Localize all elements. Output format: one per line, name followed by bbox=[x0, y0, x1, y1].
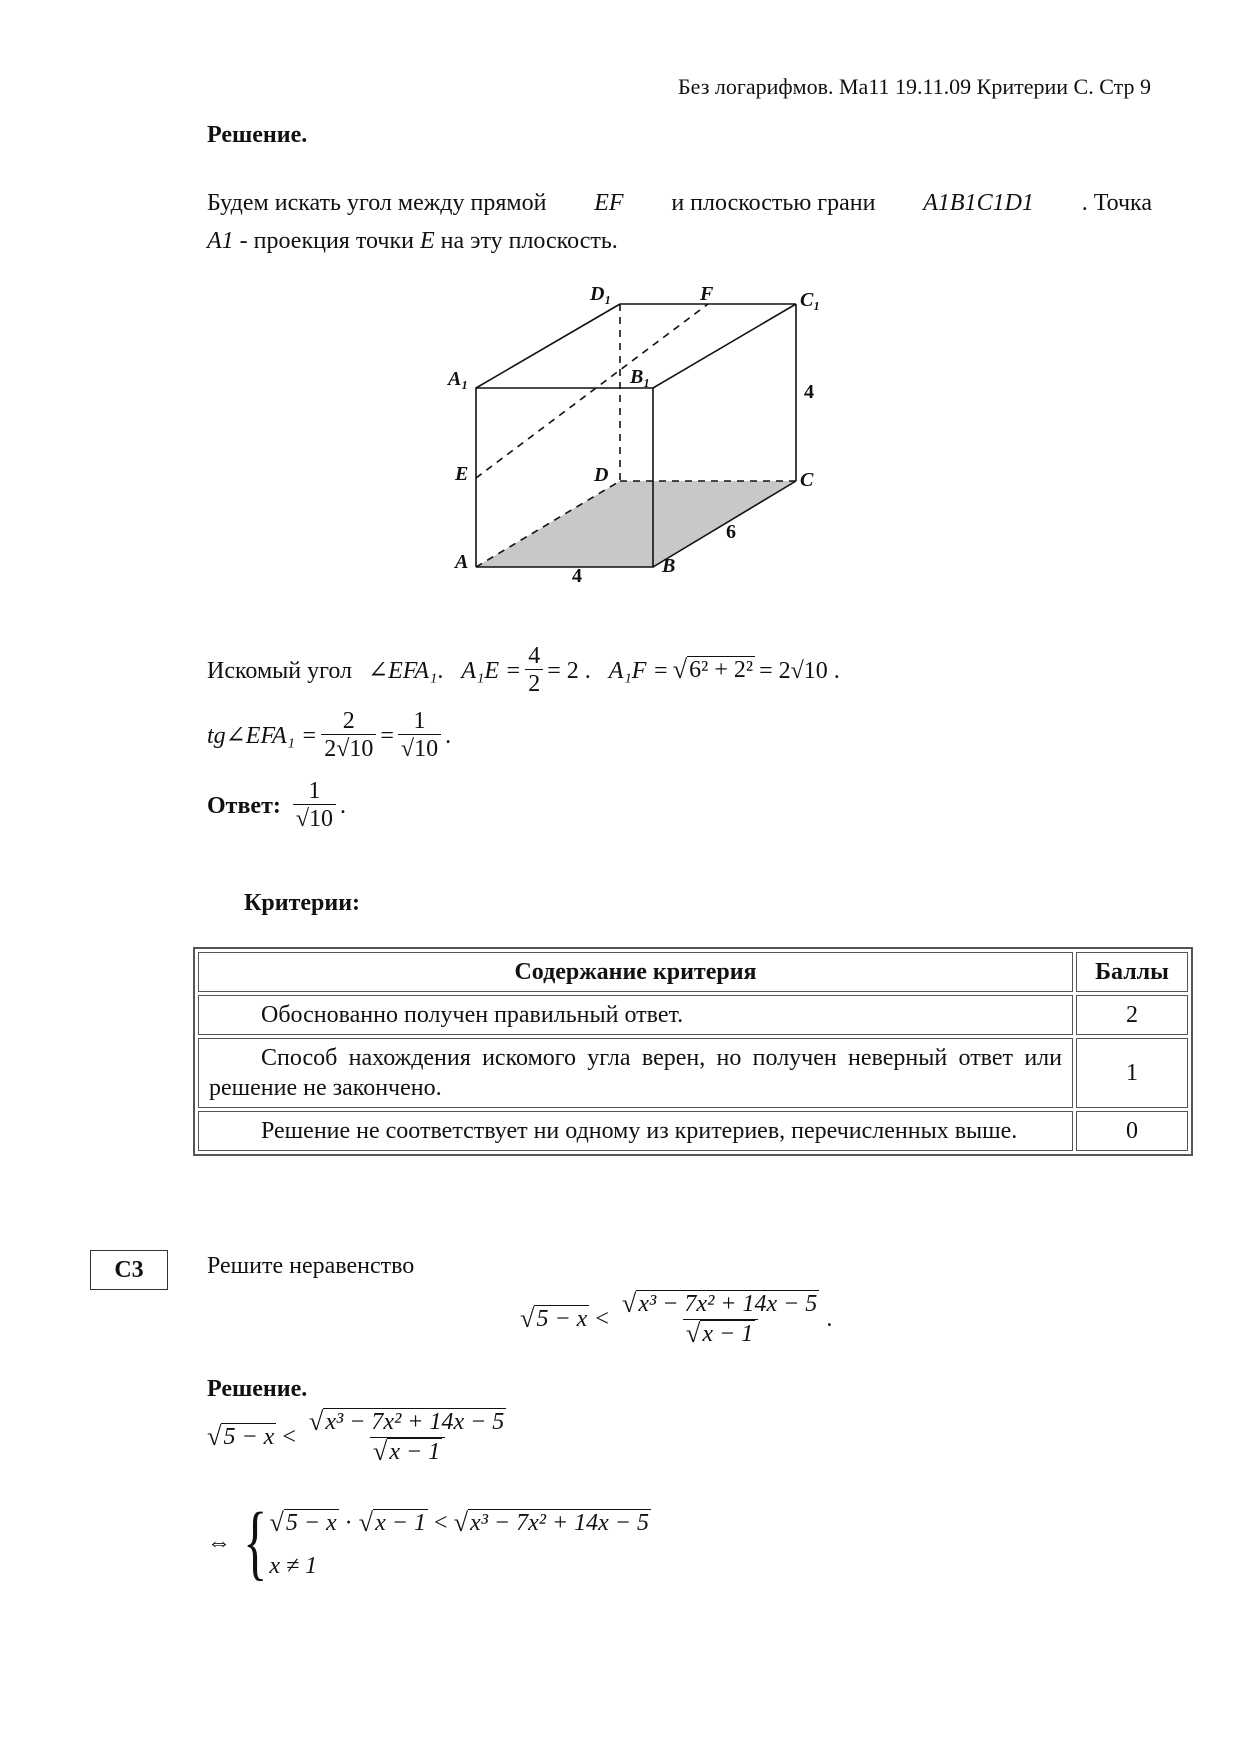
line-ef: EF bbox=[594, 190, 624, 216]
system-brace: { bbox=[243, 1496, 268, 1589]
angle-label: Искомый угол bbox=[207, 657, 353, 684]
intro-d: - проекция точки bbox=[239, 228, 414, 254]
table-row bbox=[198, 1111, 1188, 1151]
calc-line-tg: tg∠EFA₁ = $\frac{2}{2√10}$ = $\frac{1}{√10}$ . bbox=[207, 708, 452, 762]
label-edge-4-bottom: 4 bbox=[572, 565, 582, 587]
criteria-col-content: Содержание критерия bbox=[198, 952, 1073, 992]
sys-b: x − 1 bbox=[375, 1509, 427, 1536]
label-d: D bbox=[594, 464, 609, 486]
label-c1: C₁ bbox=[800, 289, 821, 311]
system-line-2: x ≠ 1 bbox=[269, 1553, 318, 1579]
criteria-text: Решение не соответствует ни одному из критериев, перечисленных выше. bbox=[198, 1111, 1073, 1151]
solution-heading: Решение. bbox=[207, 122, 308, 148]
a1e-num: 4 bbox=[528, 643, 541, 669]
criteria-header-row bbox=[198, 952, 1188, 992]
segment-ef bbox=[476, 304, 708, 478]
tg-num-2: 1 bbox=[413, 708, 426, 734]
c3-sol-rhs-den-box: √ x − 1 bbox=[370, 1437, 445, 1467]
angle-expr: ∠EFA₁ bbox=[368, 657, 438, 684]
tg-fraction-1 bbox=[321, 708, 376, 763]
table-row bbox=[198, 995, 1188, 1035]
c3-lhs: 5 − x bbox=[536, 1306, 588, 1332]
c3-solution-heading: Решение. bbox=[207, 1376, 308, 1402]
parallelepiped-figure bbox=[440, 270, 840, 590]
c3-rhs-num-sqrt: √ x³ − 7x² + 14x − 5 bbox=[621, 1288, 818, 1318]
c3-lhs-sqrt: √ 5 − x bbox=[520, 1303, 588, 1333]
label-c: C bbox=[800, 469, 814, 491]
a1e-den: 2 bbox=[525, 669, 543, 698]
tg-num-1: 2 bbox=[342, 708, 355, 734]
c3-rhs-fraction bbox=[619, 1290, 822, 1349]
intro-c: . Точка bbox=[1081, 190, 1152, 216]
answer-label: Ответ: bbox=[207, 792, 281, 819]
label-e: E bbox=[455, 463, 469, 485]
a1f-result: = 2√10 . bbox=[759, 657, 840, 684]
criteria-points: 2 bbox=[1076, 995, 1188, 1035]
criteria-table bbox=[193, 947, 1193, 1156]
criteria-title: Критерии: bbox=[244, 890, 361, 916]
criteria-text: Способ нахождения искомого угла верен, но получен неверный ответ или решение не закончено. bbox=[198, 1038, 1073, 1108]
base-shaded-face bbox=[476, 481, 796, 567]
point-e: E bbox=[419, 228, 435, 254]
page-header: Без логарифмов. Ма11 19.11.09 Критерии С. Стр 9 bbox=[678, 74, 1151, 99]
label-b: B bbox=[662, 555, 676, 577]
a1e-left: A₁E = bbox=[461, 657, 522, 684]
a1f-radicand: 6² + 2² bbox=[689, 657, 754, 684]
c3-rhs-den: x − 1 bbox=[702, 1320, 754, 1347]
intro-b: и плоскостью грани bbox=[671, 190, 876, 216]
label-a: A bbox=[455, 551, 469, 573]
equiv-symbol: ⇔ bbox=[207, 1530, 231, 1556]
label-b1: B₁ bbox=[630, 366, 651, 388]
label-d1: D₁ bbox=[590, 283, 612, 305]
system-line-1: √ 5 − x · √ x − 1 < √ x³ − 7x² + 14x − 5 bbox=[269, 1506, 649, 1537]
sys-c: x³ − 7x² + 14x − 5 bbox=[470, 1509, 649, 1536]
label-f: F bbox=[700, 283, 714, 305]
a1e-result: = 2 . bbox=[547, 657, 591, 684]
a1f-sqrt: √ 6² + 2² bbox=[672, 654, 754, 685]
solution-intro bbox=[207, 184, 1152, 260]
intro-a: Будем искать угол между прямой bbox=[207, 190, 547, 216]
answer-fraction bbox=[293, 778, 336, 833]
label-a1: A₁ bbox=[448, 368, 469, 390]
edge-d1a1 bbox=[476, 304, 620, 388]
c3-sol-rhs-fraction bbox=[306, 1408, 509, 1467]
criteria-points: 1 bbox=[1076, 1038, 1188, 1108]
intro-e: на эту плоскость. bbox=[440, 228, 618, 254]
c3-task: Решите неравенство bbox=[207, 1253, 415, 1279]
answer-line: Ответ: $\frac{1}{√10}$ . bbox=[207, 778, 347, 832]
c3-sol-lhs-sqrt: √ 5 − x bbox=[207, 1421, 275, 1451]
table-row bbox=[198, 1038, 1188, 1108]
c3-label: С3 bbox=[90, 1250, 168, 1290]
tg-left: tg∠EFA₁ = bbox=[207, 722, 318, 749]
a1f-left: A₁F = bbox=[608, 657, 669, 684]
c3-sol-rhs-num: x³ − 7x² + 14x − 5 bbox=[325, 1409, 505, 1435]
face-label: A1B1C1D1 bbox=[923, 190, 1034, 216]
tg-fraction-2 bbox=[398, 708, 441, 763]
c3-sol-rhs-num-sqrt: √ x³ − 7x² + 14x − 5 bbox=[308, 1406, 505, 1436]
edge-b1c1 bbox=[653, 304, 796, 388]
label-edge-4-right: 4 bbox=[804, 381, 814, 403]
criteria-col-points: Баллы bbox=[1076, 952, 1188, 992]
c3-inequality: √ 5 − x < √ x³ − 7x² + 14x − 5 √ x − 1 . bbox=[520, 1288, 833, 1348]
tg-den-1: 2√10 bbox=[321, 734, 376, 763]
criteria-text: Обоснованно получен правильный ответ. bbox=[198, 995, 1073, 1035]
c3-sol-lhs: 5 − x bbox=[223, 1424, 275, 1450]
c3-system bbox=[207, 1496, 651, 1589]
sys-a: 5 − x bbox=[285, 1509, 337, 1536]
label-edge-6: 6 bbox=[726, 521, 736, 543]
c3-solution-line-1: √ 5 − x < √ x³ − 7x² + 14x − 5 √ x − 1 bbox=[207, 1408, 513, 1467]
tg-den-2: √10 bbox=[398, 734, 441, 763]
c3-rhs-den-box: √ x − 1 bbox=[683, 1319, 758, 1349]
c3-sol-rhs-den: x − 1 bbox=[389, 1438, 441, 1465]
a1e-fraction bbox=[525, 643, 543, 698]
c3-rhs-num: x³ − 7x² + 14x − 5 bbox=[638, 1291, 818, 1317]
answer-num: 1 bbox=[308, 778, 321, 804]
calc-line-1: Искомый угол ∠EFA₁ . A₁E = $\frac{4}{2}$ = 2 . A₁F = √ 6² + 2² = 2√10 . bbox=[207, 643, 840, 697]
answer-den: √10 bbox=[293, 804, 336, 833]
point-a1: A1 bbox=[207, 228, 234, 254]
criteria-points: 0 bbox=[1076, 1111, 1188, 1151]
